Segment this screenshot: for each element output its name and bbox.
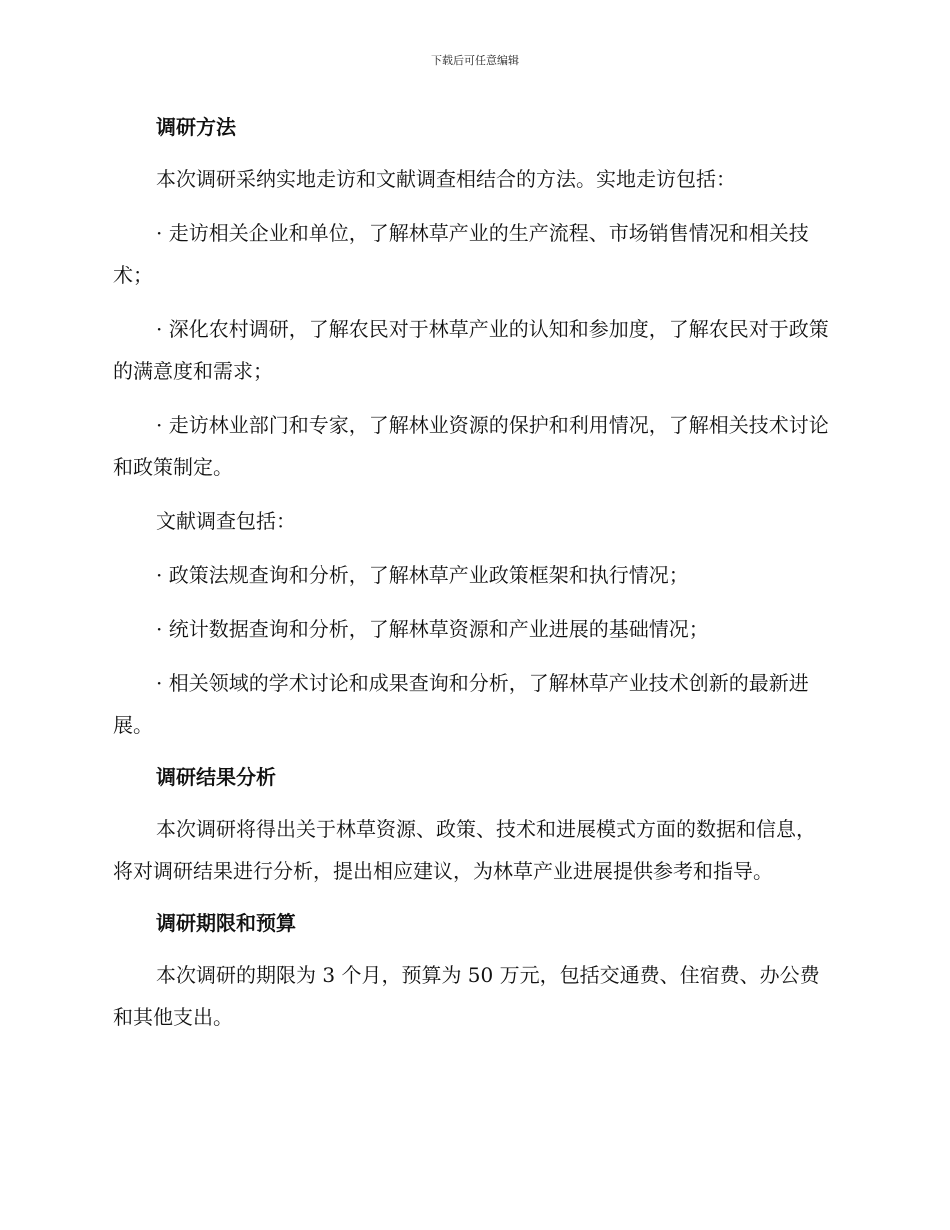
section-title-analysis: 调研结果分析 (156, 765, 276, 789)
literature-item-2: · 统计数据查询和分析，了解林草资源和产业进展的基础情况； (156, 617, 709, 641)
field-item-2: · 深化农村调研，了解农民对于林草产业的认知和参加度，了解农民对于政策的满意度和需求； (113, 317, 829, 383)
section-title-method: 调研方法 (156, 115, 236, 139)
literature-item-1: · 政策法规查询和分析，了解林草产业政策框架和执行情况； (156, 563, 689, 587)
budget-text: 本次调研的期限为 3 个月，预算为 50 万元，包括交通费、住宿费、办公费和其他支出。 (113, 963, 820, 1029)
literature-intro: 文献调查包括： (156, 509, 296, 533)
method-intro: 本次调研采纳实地走访和文献调查相结合的方法。实地走访包括： (156, 167, 736, 191)
field-item-3: · 走访林业部门和专家，了解林业资源的保护和利用情况，了解相关技术讨论和政策制定。 (113, 413, 829, 479)
literature-item-3: · 相关领域的学术讨论和成果查询和分析，了解林草产业技术创新的最新进展。 (113, 671, 809, 737)
page-header-note: 下载后可任意编辑 (431, 54, 519, 67)
analysis-text: 本次调研将得出关于林草资源、政策、技术和进展模式方面的数据和信息，将对调研结果进行分析，提出相应建议，为林草产业进展提供参考和指导。 (113, 817, 816, 883)
field-item-1: · 走访相关企业和单位，了解林草产业的生产流程、市场销售情况和相关技术； (113, 221, 809, 287)
document-body (113, 108, 835, 1038)
section-title-budget: 调研期限和预算 (156, 911, 296, 935)
